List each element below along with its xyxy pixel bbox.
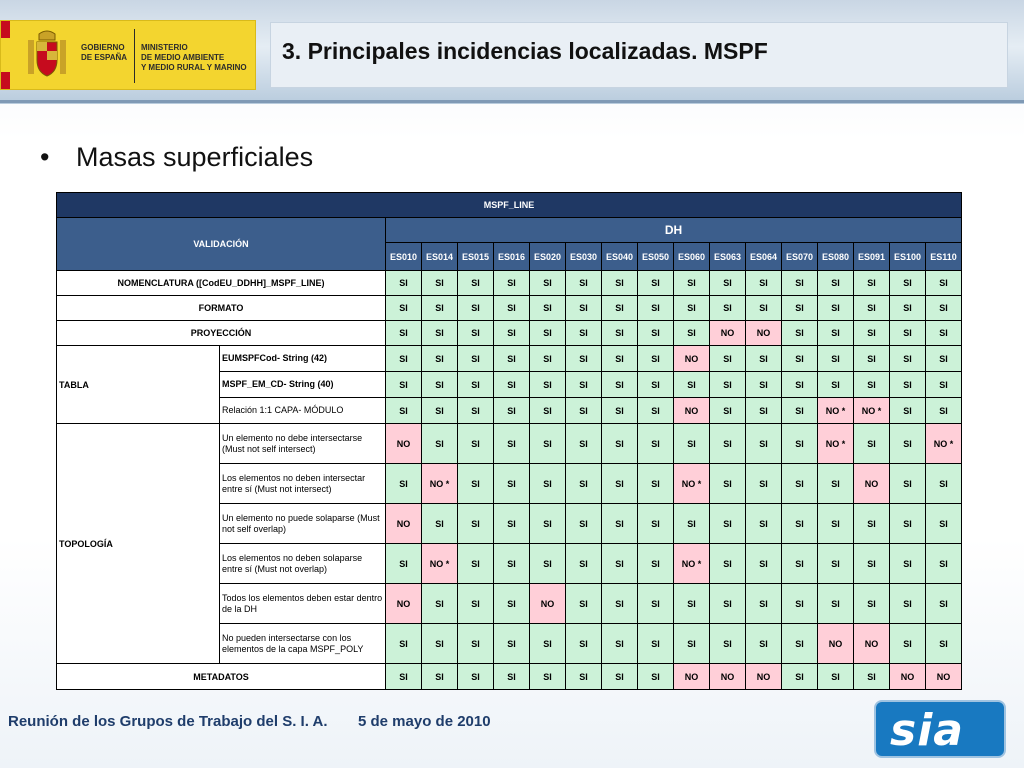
- status-cell: SI: [746, 296, 782, 321]
- status-cell: SI: [674, 296, 710, 321]
- status-cell: SI: [494, 544, 530, 584]
- row-sublabel: No pueden intersectarse con los elementos de la capa MSPF_POLY: [220, 624, 386, 664]
- status-cell: SI: [602, 504, 638, 544]
- validation-table: [56, 192, 962, 690]
- status-cell: SI: [530, 346, 566, 372]
- status-cell: SI: [566, 624, 602, 664]
- column-header: ES010: [386, 243, 422, 271]
- status-cell: SI: [926, 464, 962, 504]
- column-header: ES050: [638, 243, 674, 271]
- status-cell: NO: [386, 504, 422, 544]
- status-cell: SI: [458, 398, 494, 424]
- status-cell: SI: [782, 424, 818, 464]
- page-title: 3. Principales incidencias localizadas. MSPF: [282, 38, 768, 64]
- status-cell: SI: [818, 464, 854, 504]
- status-cell: SI: [638, 664, 674, 690]
- status-cell: SI: [530, 296, 566, 321]
- status-cell: SI: [746, 584, 782, 624]
- status-cell: SI: [458, 372, 494, 398]
- status-cell: SI: [854, 424, 890, 464]
- row-sublabel: MSPF_EM_CD- String (40): [220, 372, 386, 398]
- status-cell: NO: [710, 321, 746, 346]
- status-cell: SI: [422, 624, 458, 664]
- status-cell: SI: [458, 504, 494, 544]
- status-cell: SI: [422, 664, 458, 690]
- column-header: ES064: [746, 243, 782, 271]
- status-cell: SI: [422, 424, 458, 464]
- status-cell: SI: [530, 464, 566, 504]
- status-cell: SI: [674, 424, 710, 464]
- row-sublabel: Los elementos no deben solaparse entre sí (Must not overlap): [220, 544, 386, 584]
- table-row: [57, 664, 962, 690]
- column-header: ES091: [854, 243, 890, 271]
- status-cell: SI: [458, 321, 494, 346]
- status-cell: SI: [782, 372, 818, 398]
- status-cell: SI: [638, 372, 674, 398]
- status-cell: NO: [386, 424, 422, 464]
- status-cell: SI: [494, 398, 530, 424]
- status-cell: SI: [530, 398, 566, 424]
- spain-flag-strip: [1, 21, 10, 89]
- status-cell: SI: [890, 346, 926, 372]
- status-cell: SI: [818, 584, 854, 624]
- status-cell: SI: [746, 372, 782, 398]
- status-cell: NO *: [818, 424, 854, 464]
- status-cell: SI: [854, 271, 890, 296]
- row-group-label: TOPOLOGÍA: [57, 424, 220, 664]
- status-cell: SI: [638, 504, 674, 544]
- status-cell: SI: [710, 504, 746, 544]
- status-cell: SI: [674, 372, 710, 398]
- status-cell: SI: [386, 464, 422, 504]
- status-cell: NO *: [422, 464, 458, 504]
- status-cell: SI: [926, 321, 962, 346]
- status-cell: SI: [494, 624, 530, 664]
- status-cell: SI: [422, 584, 458, 624]
- government-logo: [0, 20, 256, 90]
- status-cell: SI: [710, 398, 746, 424]
- status-cell: NO *: [422, 544, 458, 584]
- status-cell: SI: [854, 321, 890, 346]
- status-cell: SI: [494, 464, 530, 504]
- status-cell: NO: [674, 346, 710, 372]
- status-cell: SI: [818, 372, 854, 398]
- status-cell: SI: [638, 346, 674, 372]
- status-cell: SI: [422, 346, 458, 372]
- status-cell: SI: [458, 271, 494, 296]
- status-cell: SI: [602, 544, 638, 584]
- column-header: ES014: [422, 243, 458, 271]
- column-header: ES063: [710, 243, 746, 271]
- status-cell: SI: [746, 398, 782, 424]
- status-cell: SI: [386, 346, 422, 372]
- table-title: MSPF_LINE: [57, 193, 962, 218]
- status-cell: SI: [494, 296, 530, 321]
- status-cell: SI: [926, 296, 962, 321]
- status-cell: SI: [566, 296, 602, 321]
- column-header: ES040: [602, 243, 638, 271]
- status-cell: SI: [386, 624, 422, 664]
- status-cell: SI: [890, 271, 926, 296]
- status-cell: SI: [710, 296, 746, 321]
- status-cell: SI: [530, 664, 566, 690]
- footer-date: 5 de mayo de 2010: [358, 713, 491, 730]
- status-cell: SI: [926, 544, 962, 584]
- status-cell: NO: [818, 624, 854, 664]
- status-cell: SI: [602, 398, 638, 424]
- status-cell: SI: [854, 544, 890, 584]
- status-cell: SI: [386, 271, 422, 296]
- status-cell: SI: [926, 398, 962, 424]
- status-cell: SI: [566, 584, 602, 624]
- status-cell: NO: [746, 321, 782, 346]
- status-cell: SI: [710, 584, 746, 624]
- status-cell: SI: [494, 321, 530, 346]
- status-cell: SI: [890, 296, 926, 321]
- column-header: ES100: [890, 243, 926, 271]
- logo-separator: [134, 29, 135, 83]
- status-cell: SI: [386, 544, 422, 584]
- status-cell: SI: [566, 504, 602, 544]
- status-cell: SI: [494, 424, 530, 464]
- status-cell: NO *: [926, 424, 962, 464]
- status-cell: SI: [746, 544, 782, 584]
- table-row: [57, 321, 962, 346]
- status-cell: NO *: [818, 398, 854, 424]
- status-cell: SI: [818, 544, 854, 584]
- status-cell: SI: [422, 504, 458, 544]
- table-group-row: [57, 218, 962, 243]
- status-cell: SI: [602, 271, 638, 296]
- table-row: [57, 271, 962, 296]
- status-cell: SI: [602, 372, 638, 398]
- status-cell: SI: [386, 372, 422, 398]
- row-sublabel: EUMSPFCod- String (42): [220, 346, 386, 372]
- status-cell: SI: [854, 346, 890, 372]
- status-cell: SI: [602, 296, 638, 321]
- status-cell: SI: [818, 271, 854, 296]
- sia-logo-text: sia: [890, 705, 964, 756]
- status-cell: SI: [566, 424, 602, 464]
- status-cell: SI: [854, 372, 890, 398]
- status-cell: SI: [926, 346, 962, 372]
- status-cell: SI: [566, 321, 602, 346]
- status-cell: NO: [854, 464, 890, 504]
- table-row: [57, 346, 962, 372]
- status-cell: NO: [386, 584, 422, 624]
- row-group-label: TABLA: [57, 346, 220, 424]
- column-header: ES060: [674, 243, 710, 271]
- logo-gov-line-1: GOBIERNO: [81, 43, 125, 52]
- status-cell: SI: [782, 464, 818, 504]
- status-cell: SI: [566, 544, 602, 584]
- table-title-row: [57, 193, 962, 218]
- status-cell: SI: [530, 321, 566, 346]
- section-heading: Masas superficiales: [76, 142, 314, 172]
- row-sublabel: Los elementos no deben intersectar entre sí (Must not intersect): [220, 464, 386, 504]
- status-cell: SI: [638, 296, 674, 321]
- status-cell: SI: [818, 504, 854, 544]
- row-sublabel: Un elemento no puede solaparse (Must not self overlap): [220, 504, 386, 544]
- status-cell: SI: [530, 624, 566, 664]
- status-cell: SI: [782, 398, 818, 424]
- table-row: [57, 296, 962, 321]
- status-cell: SI: [746, 464, 782, 504]
- status-cell: SI: [890, 372, 926, 398]
- table-row: [57, 424, 962, 464]
- status-cell: NO *: [854, 398, 890, 424]
- status-cell: SI: [386, 664, 422, 690]
- status-cell: NO: [746, 664, 782, 690]
- status-cell: SI: [674, 504, 710, 544]
- status-cell: NO *: [674, 464, 710, 504]
- status-cell: SI: [854, 296, 890, 321]
- status-cell: NO *: [674, 544, 710, 584]
- status-cell: SI: [494, 504, 530, 544]
- row-sublabel: Relación 1:1 CAPA- MÓDULO: [220, 398, 386, 424]
- status-cell: SI: [782, 624, 818, 664]
- status-cell: SI: [458, 296, 494, 321]
- status-cell: SI: [674, 321, 710, 346]
- status-cell: SI: [638, 544, 674, 584]
- status-cell: SI: [638, 424, 674, 464]
- status-cell: SI: [782, 296, 818, 321]
- status-cell: SI: [530, 372, 566, 398]
- status-cell: SI: [746, 346, 782, 372]
- status-cell: SI: [890, 464, 926, 504]
- status-cell: SI: [566, 398, 602, 424]
- column-header: ES070: [782, 243, 818, 271]
- row-sublabel: Todos los elementos deben estar dentro de la DH: [220, 584, 386, 624]
- status-cell: SI: [890, 544, 926, 584]
- row-label: PROYECCIÓN: [57, 321, 386, 346]
- status-cell: SI: [710, 346, 746, 372]
- status-cell: NO: [674, 664, 710, 690]
- status-cell: SI: [710, 271, 746, 296]
- status-cell: SI: [746, 504, 782, 544]
- status-cell: SI: [602, 424, 638, 464]
- status-cell: SI: [674, 271, 710, 296]
- status-cell: SI: [602, 464, 638, 504]
- status-cell: SI: [494, 372, 530, 398]
- status-cell: SI: [782, 271, 818, 296]
- status-cell: SI: [890, 398, 926, 424]
- status-cell: SI: [494, 346, 530, 372]
- bullet-icon: •: [40, 142, 50, 172]
- status-cell: SI: [386, 296, 422, 321]
- status-cell: SI: [602, 584, 638, 624]
- logo-ministry-line-2: DE MEDIO AMBIENTE: [141, 53, 225, 62]
- status-cell: SI: [782, 346, 818, 372]
- coat-of-arms-icon: [25, 30, 69, 82]
- status-cell: SI: [458, 664, 494, 690]
- status-cell: SI: [422, 321, 458, 346]
- status-cell: NO: [674, 398, 710, 424]
- status-cell: SI: [458, 624, 494, 664]
- column-header: ES030: [566, 243, 602, 271]
- status-cell: SI: [890, 624, 926, 664]
- status-cell: SI: [458, 346, 494, 372]
- status-cell: SI: [710, 624, 746, 664]
- status-cell: SI: [746, 271, 782, 296]
- row-label: FORMATO: [57, 296, 386, 321]
- status-cell: SI: [422, 271, 458, 296]
- status-cell: NO: [926, 664, 962, 690]
- footer-meeting: Reunión de los Grupos de Trabajo del S. I. A.: [8, 713, 328, 730]
- status-cell: SI: [566, 271, 602, 296]
- status-cell: NO: [890, 664, 926, 690]
- status-cell: SI: [854, 504, 890, 544]
- status-cell: SI: [422, 372, 458, 398]
- status-cell: SI: [494, 664, 530, 690]
- status-cell: SI: [566, 346, 602, 372]
- status-cell: SI: [494, 584, 530, 624]
- status-cell: SI: [818, 321, 854, 346]
- dh-header: DH: [386, 218, 962, 243]
- status-cell: SI: [782, 544, 818, 584]
- status-cell: SI: [602, 346, 638, 372]
- status-cell: SI: [674, 624, 710, 664]
- column-header: ES016: [494, 243, 530, 271]
- status-cell: SI: [638, 624, 674, 664]
- status-cell: SI: [674, 584, 710, 624]
- status-cell: SI: [710, 424, 746, 464]
- status-cell: SI: [926, 584, 962, 624]
- status-cell: SI: [890, 584, 926, 624]
- status-cell: SI: [638, 584, 674, 624]
- status-cell: SI: [458, 424, 494, 464]
- status-cell: NO: [854, 624, 890, 664]
- validation-header: VALIDACIÓN: [57, 218, 386, 271]
- status-cell: SI: [458, 544, 494, 584]
- status-cell: SI: [854, 664, 890, 690]
- status-cell: SI: [494, 271, 530, 296]
- status-cell: SI: [782, 504, 818, 544]
- status-cell: SI: [926, 504, 962, 544]
- status-cell: SI: [710, 372, 746, 398]
- status-cell: SI: [530, 504, 566, 544]
- status-cell: SI: [602, 664, 638, 690]
- status-cell: SI: [566, 664, 602, 690]
- logo-ministry-line-1: MINISTERIO: [141, 43, 188, 52]
- status-cell: SI: [782, 321, 818, 346]
- status-cell: SI: [602, 321, 638, 346]
- column-header: ES110: [926, 243, 962, 271]
- row-label: METADATOS: [57, 664, 386, 690]
- status-cell: SI: [386, 398, 422, 424]
- status-cell: SI: [746, 624, 782, 664]
- status-cell: SI: [530, 544, 566, 584]
- status-cell: SI: [818, 346, 854, 372]
- status-cell: SI: [386, 321, 422, 346]
- status-cell: SI: [530, 424, 566, 464]
- status-cell: SI: [638, 398, 674, 424]
- status-cell: SI: [530, 271, 566, 296]
- status-cell: SI: [926, 271, 962, 296]
- status-cell: SI: [458, 584, 494, 624]
- status-cell: SI: [710, 464, 746, 504]
- status-cell: SI: [890, 321, 926, 346]
- logo-ministry-line-3: Y MEDIO RURAL Y MARINO: [141, 63, 247, 72]
- status-cell: NO: [710, 664, 746, 690]
- row-sublabel: Un elemento no debe intersectarse (Must not self intersect): [220, 424, 386, 464]
- status-cell: SI: [638, 321, 674, 346]
- status-cell: SI: [782, 664, 818, 690]
- status-cell: SI: [926, 624, 962, 664]
- status-cell: SI: [458, 464, 494, 504]
- sia-logo: [874, 700, 1006, 758]
- status-cell: SI: [638, 271, 674, 296]
- column-header: ES020: [530, 243, 566, 271]
- status-cell: SI: [746, 424, 782, 464]
- status-cell: SI: [782, 584, 818, 624]
- column-header: ES080: [818, 243, 854, 271]
- column-header: ES015: [458, 243, 494, 271]
- status-cell: SI: [422, 398, 458, 424]
- status-cell: SI: [602, 624, 638, 664]
- status-cell: SI: [566, 372, 602, 398]
- status-cell: SI: [638, 464, 674, 504]
- status-cell: SI: [818, 664, 854, 690]
- status-cell: SI: [854, 584, 890, 624]
- header-divider: [0, 100, 1024, 103]
- status-cell: SI: [710, 544, 746, 584]
- status-cell: SI: [926, 372, 962, 398]
- status-cell: SI: [818, 296, 854, 321]
- status-cell: SI: [566, 464, 602, 504]
- status-cell: SI: [890, 424, 926, 464]
- status-cell: SI: [422, 296, 458, 321]
- row-label: NOMENCLATURA ([CodEU_DDHH]_MSPF_LINE): [57, 271, 386, 296]
- status-cell: NO: [530, 584, 566, 624]
- status-cell: SI: [890, 504, 926, 544]
- logo-gov-line-2: DE ESPAÑA: [81, 53, 128, 62]
